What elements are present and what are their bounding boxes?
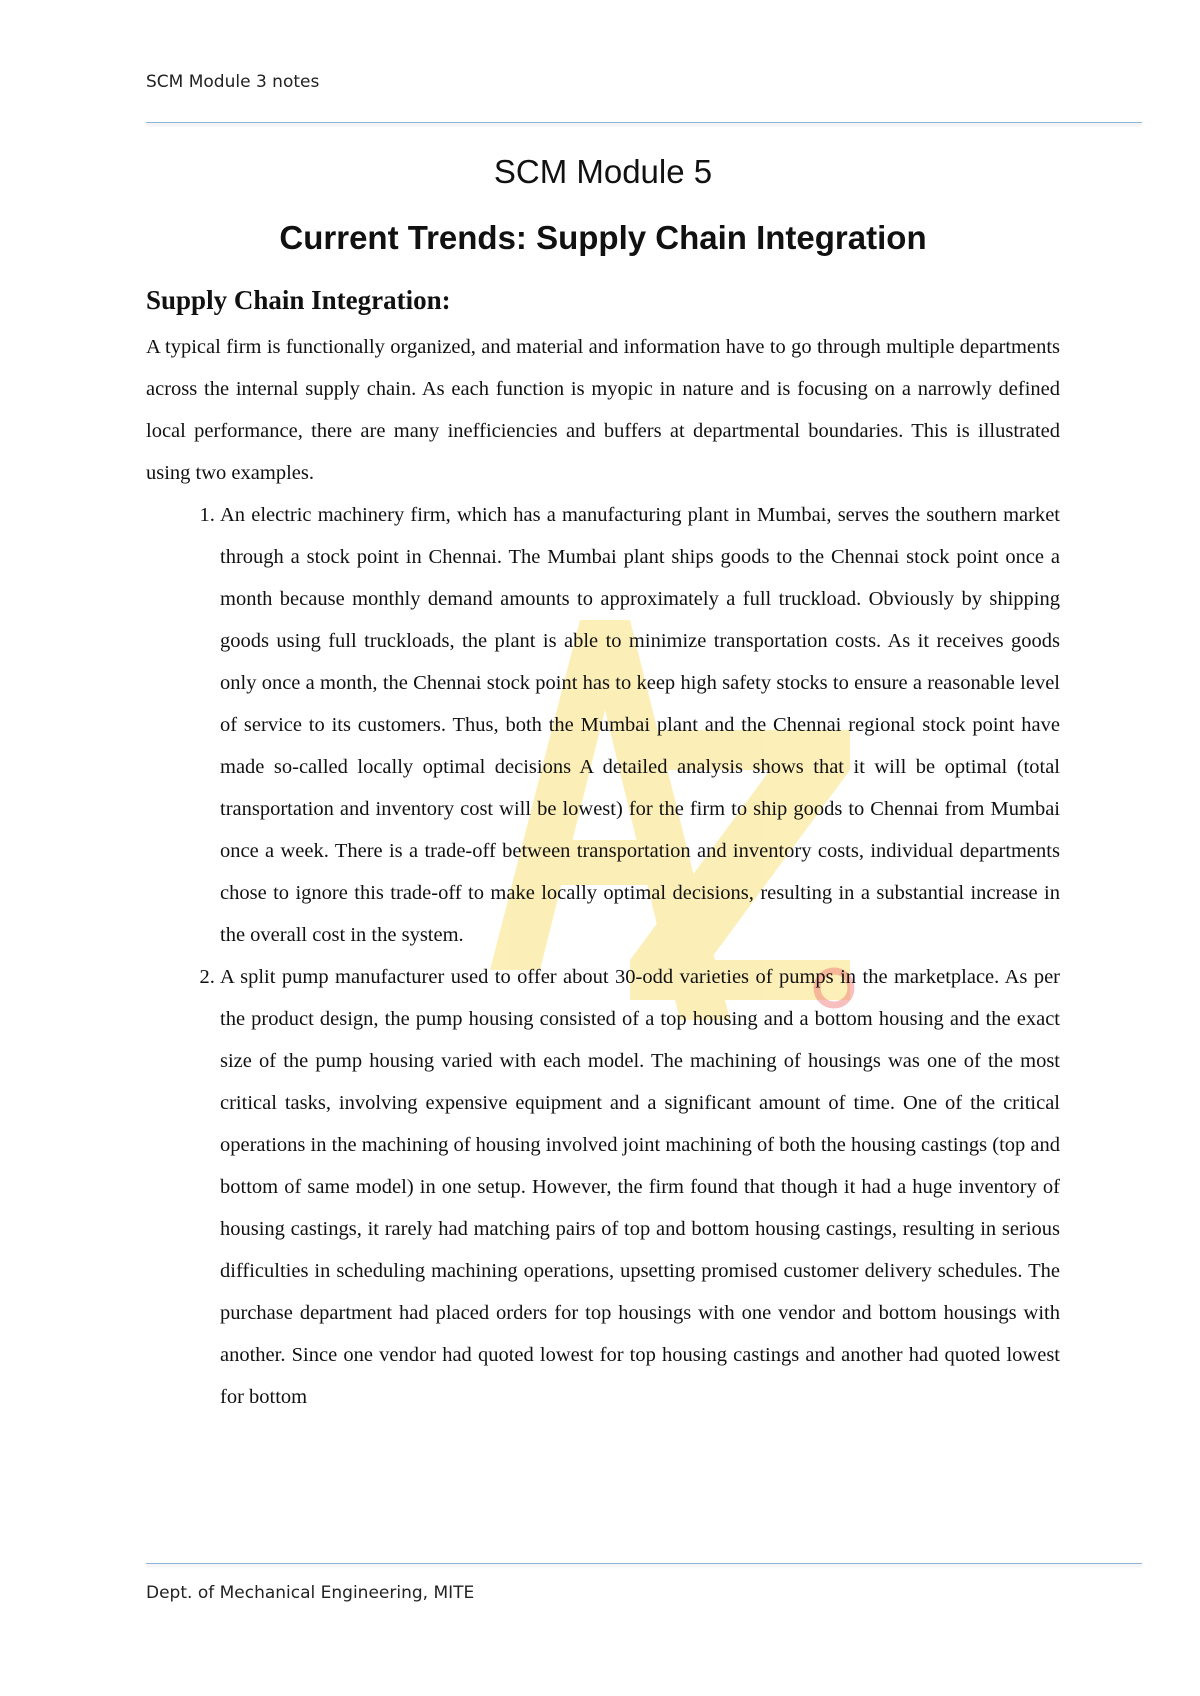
- intro-paragraph: A typical firm is functionally organized, and material and information have to go through multiple departments across the internal supply chain. As each function is myopic in nature and is focusing on a narrowly defined local performance, there are many inefficiencies and buffers at departmental boundaries. This is illustrated using two examples.: [146, 336, 1060, 484]
- header-divider: [146, 122, 1142, 123]
- running-header: SCM Module 3 notes: [146, 72, 320, 92]
- list-item: 1. An electric machinery firm, which has a manufacturing plant in Mumbai, serves the southern market through a stock point in Chennai. The Mumbai plant ships goods to the Chennai stock point once a month because monthly demand amounts to approximately a full truckload. Obviously by shipping goods using full truckloads, the plant is able to minimize transportation costs. As it receives goods only once a month, the Chennai stock point has to keep high safety stocks to ensure a reasonable level of service to its customers. Thus, both the Mumbai plant and the Chennai regional stock point have made so-called locally optimal decisions A detailed analysis shows that it will be optimal (total transportation and inventory cost will be lowest) for the firm to ship goods to Chennai from Mumbai once a week. There is a trade-off between transportation and inventory costs, individual departments chose to ignore this trade-off to make locally optimal decisions, resulting in a substantial increase in the overall cost in the system.: [220, 494, 1060, 956]
- document-body: [146, 146, 1060, 1418]
- footer-divider: [146, 1563, 1142, 1564]
- list-item: 2. A split pump manufacturer used to offer about 30-odd varieties of pumps in the marketplace. As per the product design, the pump housing consisted of a top housing and a bottom housing and the exact size of the pump housing varied with each model. The machining of housings was one of the most critical tasks, involving expensive equipment and a significant amount of time. One of the critical operations in the machining of housing involved joint machining of both the housing castings (top and bottom of same model) in one setup. However, the firm found that though it had a huge inventory of housing castings, it rarely had matching pairs of top and bottom housing castings, resulting in serious difficulties in scheduling machining operations, upsetting promised customer delivery schedules. The purchase department had placed orders for top housings with one vendor and bottom housings with another. Since one vendor had quoted lowest for top housing castings and another had quoted lowest for bottom: [220, 956, 1060, 1418]
- examples-list: [146, 494, 1060, 1418]
- running-footer: Dept. of Mechanical Engineering, MITE: [146, 1583, 475, 1603]
- section-heading: Supply Chain Integration:: [146, 285, 451, 315]
- document-title: Current Trends: Supply Chain Integration: [279, 219, 927, 256]
- module-title: SCM Module 5: [493, 153, 713, 190]
